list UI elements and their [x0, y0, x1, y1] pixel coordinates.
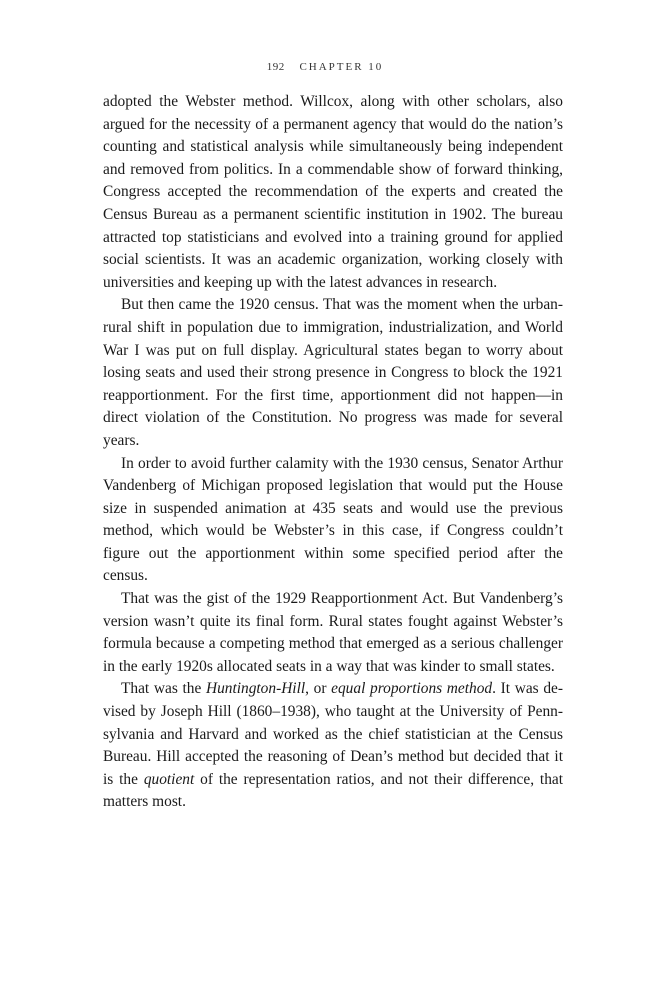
italic-term: quotient: [143, 770, 195, 788]
paragraph-text: . It was devised by Joseph Hill (1860–1938), who taught at the University of Pennsylvania and Harvard and worked as the chief statistician at the Census Bureau. Hill accepted the reasoning of Dean’s method but decided that it is the: [103, 680, 563, 788]
italic-term: Huntington-Hill: [205, 680, 306, 698]
paragraph-text: In order to avoid further calamity with the 1930 census, Senator Arthur Vandenberg of Michigan proposed legislation that would put the House size in suspended animation at 435 seats and would use the previous method, which would be Webster’s in this case, if Congress couldn’t figure out the apportionment within some specified period after the census.: [103, 454, 563, 585]
page-number: 192: [266, 61, 285, 73]
chapter-label: CHAPTER 10: [299, 61, 384, 73]
paragraph: [103, 294, 563, 452]
paragraph-text: That was the: [121, 680, 206, 698]
paragraph: [103, 453, 563, 589]
paragraph-text: of the representation ratios, and not their difference, that matters most.: [103, 770, 564, 811]
paragraph: [103, 678, 563, 814]
paragraph: [103, 588, 563, 678]
running-head: [0, 61, 650, 73]
paragraph-text: That was the gist of the 1929 Reapportionment Act. But Vandenberg’s version wasn’t quite its final form. Rural states fought against Webster’s formula because a competing method that emerged as a serious challenger in the early 1920s allocated seats in a way that was kinder to small states.: [103, 590, 563, 675]
paragraph: [103, 91, 563, 294]
paragraph-text: adopted the Webster method. Willcox, along with other scholars, also argued for the necessity of a permanent agency that would do the nation’s counting and statistical analysis while simultaneously being independent and removed from politics. In a commendable show of forward thinking, Congress accepted the recommendation of the experts and created the Census Bureau as a permanent scientific institution in 1902. The bureau attracted top statisticians and evolved into a training ground for applied social scientists. It was an academic organization, working closely with universities and keeping up with the latest advances in research.: [103, 93, 563, 291]
body-text: [103, 91, 563, 814]
paragraph-text: , or: [305, 680, 332, 698]
italic-term: equal proportions method: [331, 680, 493, 698]
paragraph-text: But then came the 1920 census. That was the moment when the urban-rural shift in population due to immigration, industrialization, and World War I was put on full display. Agricultural states began to worry about losing seats and used their strong presence in Congress to block the 1921 reapportionment. For the first time, apportionment did not happen—in direct violation of the Constitution. No progress was made for several years.: [103, 296, 563, 449]
